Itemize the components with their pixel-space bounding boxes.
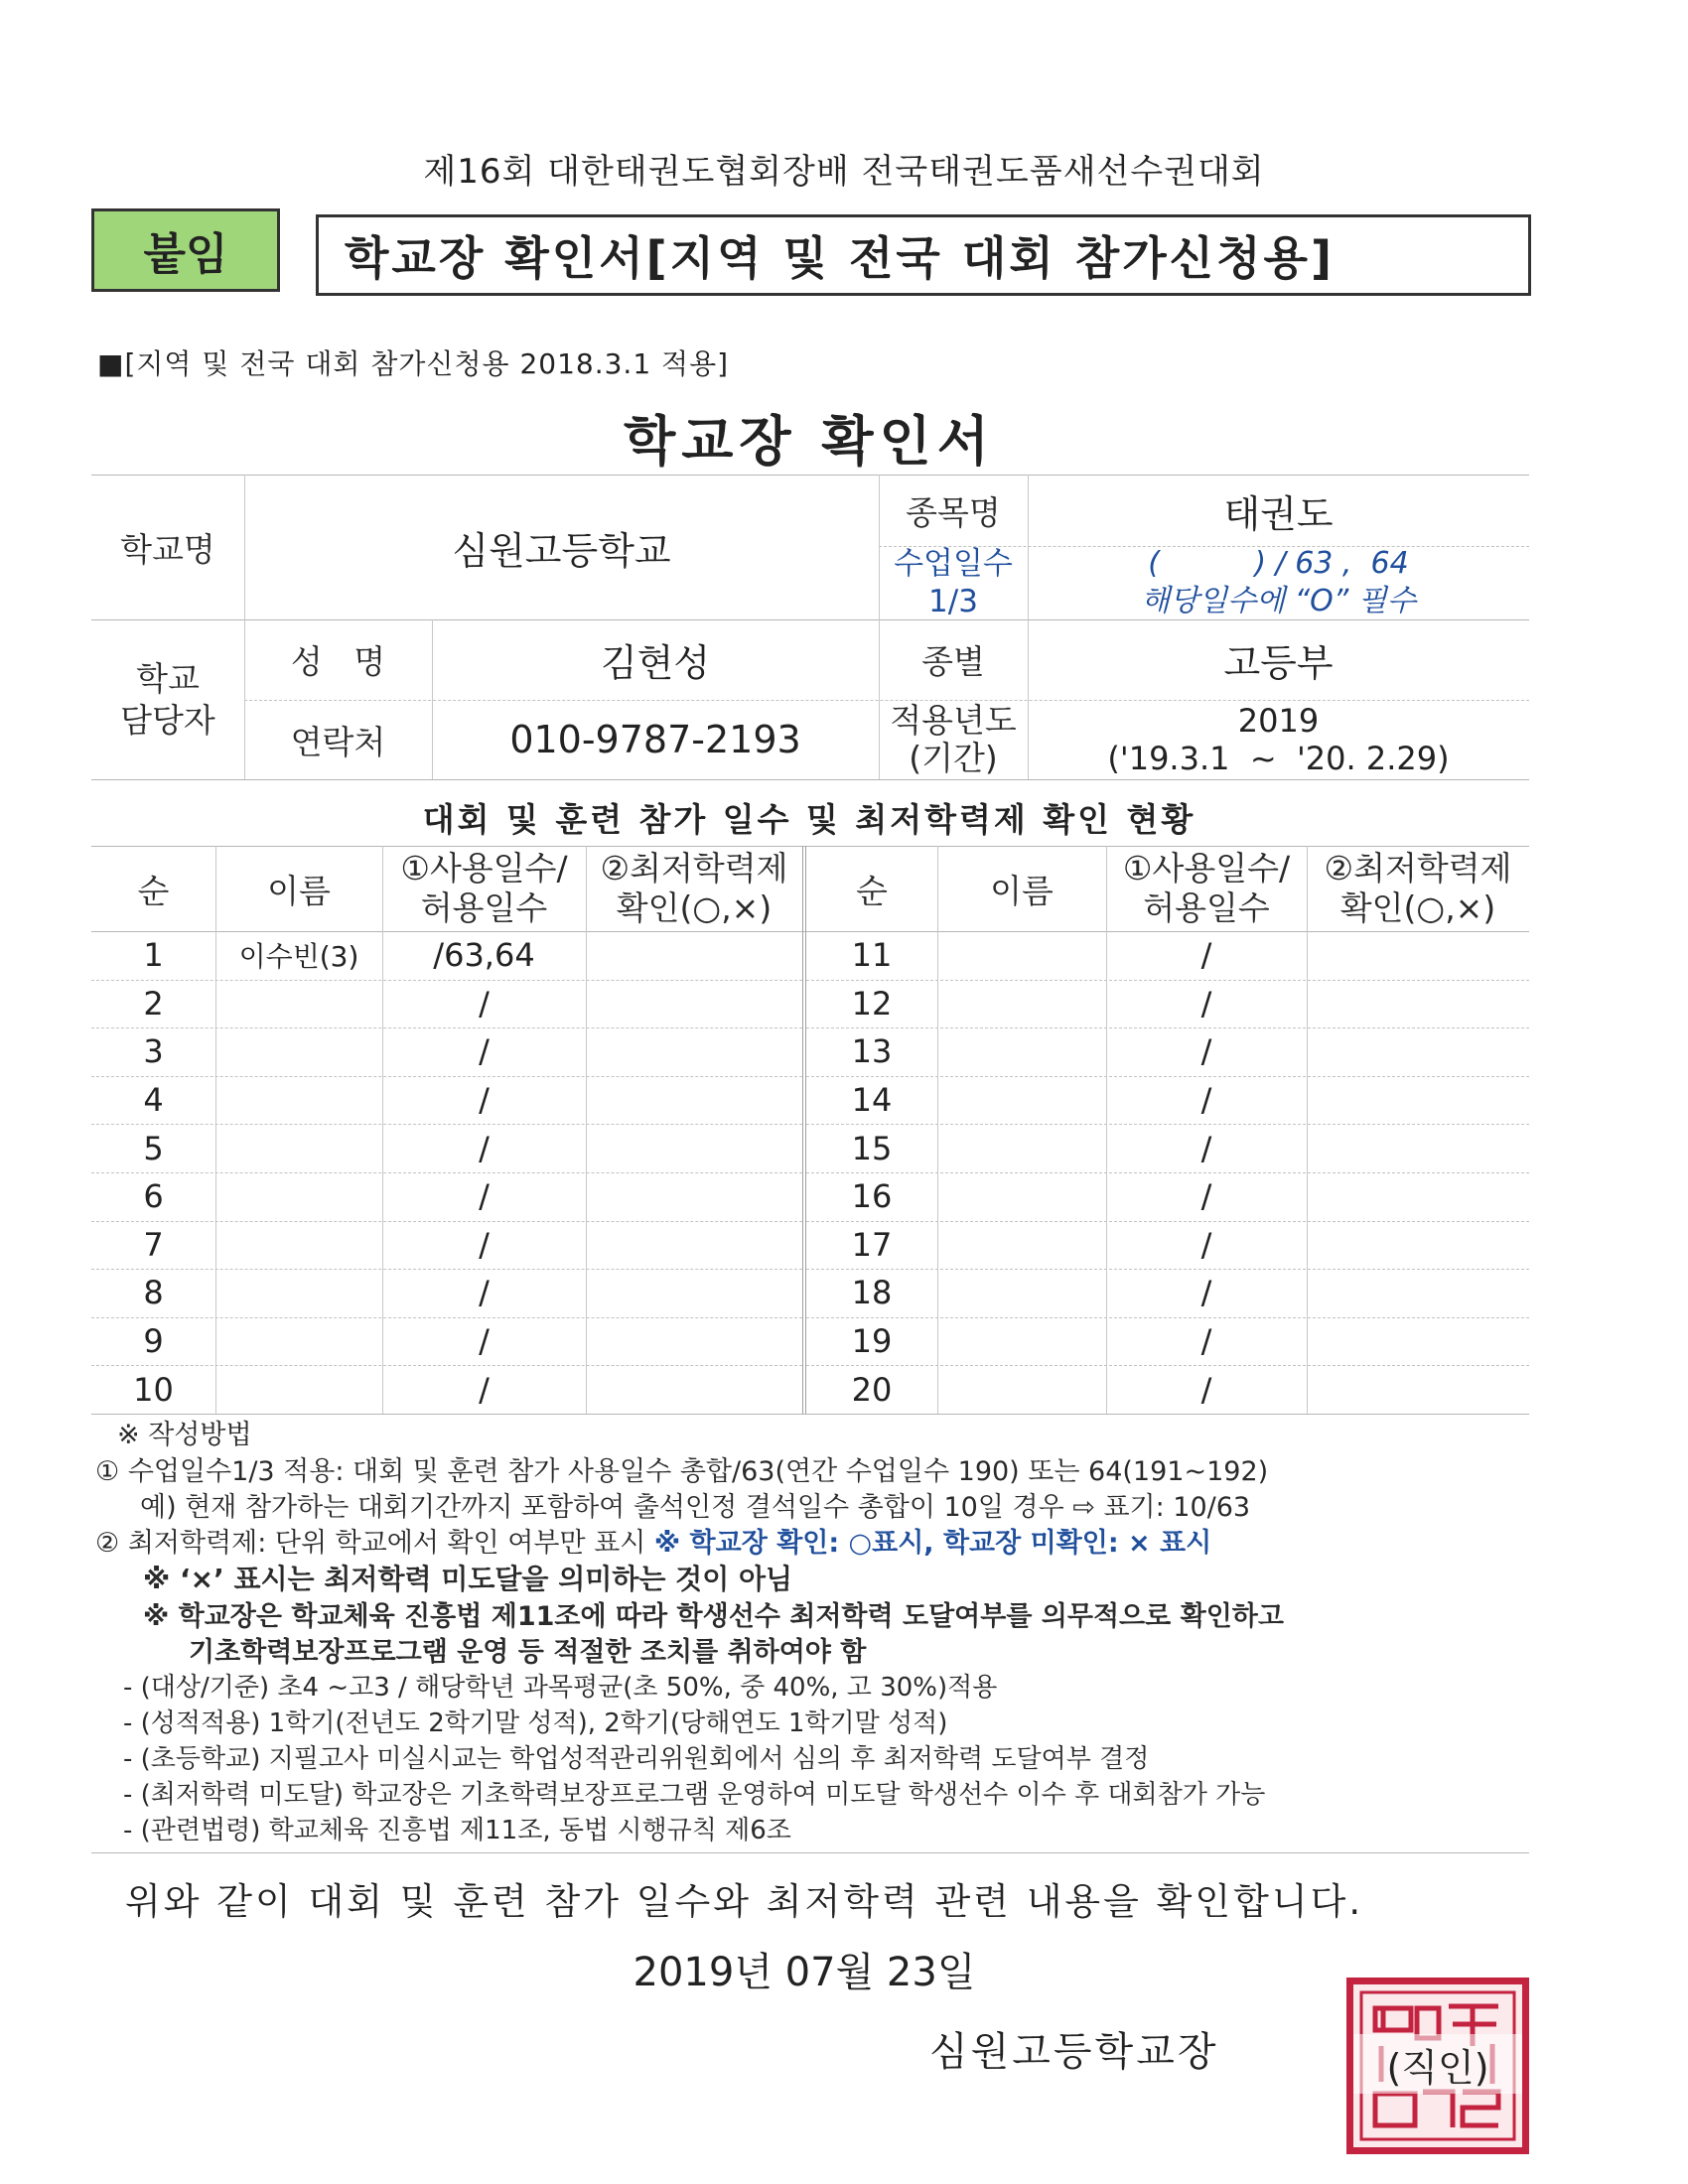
seq-header: 순 bbox=[137, 871, 170, 910]
row-seq: 19 bbox=[851, 1322, 893, 1361]
row-seq: 3 bbox=[143, 1032, 164, 1071]
row-days: / bbox=[479, 1177, 490, 1216]
row-name bbox=[937, 1365, 1106, 1414]
row-check bbox=[1307, 1221, 1529, 1270]
note-2-text: 최저학력제: 단위 학교에서 확인 여부만 표시 bbox=[127, 1528, 646, 1559]
year-label bbox=[879, 700, 1028, 779]
class-days-label-line1: 수업일수 bbox=[894, 546, 1013, 582]
event-title: 제16회 대한태권도협회장배 전국태권도품새선수권대회 bbox=[423, 152, 1265, 192]
year-label-line2: (기간) bbox=[909, 739, 998, 777]
row-check bbox=[1307, 980, 1529, 1028]
row-days: / bbox=[1200, 1225, 1212, 1264]
row-check bbox=[1307, 1076, 1529, 1125]
row-name bbox=[215, 1027, 382, 1076]
row-seq: 16 bbox=[851, 1177, 893, 1216]
row-check bbox=[586, 1027, 802, 1076]
detail-2: - (성적적용) 1학기(전년도 2학기말 성적), 2학기(당해연도 1학기말 성적) bbox=[123, 1708, 948, 1738]
row-name bbox=[937, 1317, 1106, 1366]
check-header-line2: 확인(○,×) bbox=[616, 888, 773, 927]
row-name bbox=[937, 1269, 1106, 1317]
row-seq: 17 bbox=[851, 1225, 893, 1264]
form-title-box bbox=[316, 214, 1531, 296]
name-header-right: 이름 bbox=[990, 871, 1054, 910]
row-days: / bbox=[1200, 984, 1212, 1023]
seal-label: (직인) bbox=[1353, 2034, 1522, 2094]
row-seq: 5 bbox=[143, 1129, 164, 1167]
row-days: / bbox=[479, 1225, 490, 1264]
note-4a: ※ 학교장은 학교체육 진흥법 제11조에 따라 학생선수 최저학력 도달여부를 의무적으로 확인하고 bbox=[143, 1601, 1284, 1632]
notes-heading: ※ 작성방법 bbox=[117, 1420, 252, 1450]
row-check bbox=[586, 1365, 802, 1414]
row-seq: 12 bbox=[851, 984, 893, 1023]
row-seq: 9 bbox=[143, 1322, 164, 1361]
row-name bbox=[937, 980, 1106, 1028]
division-value: 고등부 bbox=[1223, 641, 1334, 685]
row-name bbox=[937, 1221, 1106, 1270]
row-seq: 11 bbox=[851, 936, 893, 975]
year-value bbox=[1028, 700, 1529, 779]
days-header bbox=[382, 846, 586, 931]
row-check bbox=[1307, 1317, 1529, 1366]
row-days: / bbox=[1200, 936, 1212, 975]
name-label: 성 명 bbox=[290, 642, 386, 681]
school-name-label: 학교명 bbox=[120, 529, 215, 569]
detail-3: - (초등학교) 지필고사 미실시교는 학업성적관리위원회에서 심의 후 최저학력 도달여부 결정 bbox=[123, 1744, 1150, 1774]
manager-name: 김현성 bbox=[600, 641, 711, 685]
row-days: / bbox=[1200, 1322, 1212, 1361]
document-title: 학교장 확인서 bbox=[624, 410, 995, 473]
manager-label-line1: 학교 bbox=[136, 658, 200, 698]
row-check bbox=[1307, 931, 1529, 980]
check-header-right-line2: 확인(○,×) bbox=[1339, 888, 1496, 927]
row-name bbox=[215, 1124, 382, 1172]
manager-label bbox=[91, 619, 244, 779]
row-days: / bbox=[479, 1370, 490, 1409]
row-seq: 4 bbox=[143, 1081, 164, 1120]
row-seq: 14 bbox=[851, 1081, 893, 1120]
signer-name: 심원고등학교장 bbox=[929, 2029, 1219, 2075]
name-header: 이름 bbox=[267, 871, 331, 910]
row-name bbox=[215, 1365, 382, 1414]
row-name bbox=[937, 931, 1106, 980]
row-name bbox=[937, 1076, 1106, 1125]
row-days: / bbox=[479, 1081, 490, 1120]
year-value-year: 2019 bbox=[1237, 702, 1320, 740]
row-check bbox=[586, 1124, 802, 1172]
class-days-note: 해당일수에 “O” 필수 bbox=[1141, 584, 1416, 618]
row-check bbox=[586, 1269, 802, 1317]
class-days-ratio: ( ) / 63 , 64 bbox=[1148, 546, 1409, 581]
days-header-right bbox=[1106, 846, 1307, 931]
row-name bbox=[937, 1027, 1106, 1076]
note-4b: 기초학력보장프로그램 운영 등 적절한 조치를 취하여야 함 bbox=[189, 1637, 867, 1668]
row-check bbox=[586, 1317, 802, 1366]
row-seq: 1 bbox=[143, 936, 164, 975]
division-label: 종별 bbox=[921, 642, 985, 681]
row-check bbox=[586, 980, 802, 1028]
contact-value: 010-9787-2193 bbox=[509, 718, 801, 761]
school-name: 심원고등학교 bbox=[452, 528, 671, 573]
form-title: 학교장 확인서[지역 및 전국 대회 참가신청용] bbox=[345, 231, 1335, 285]
row-check bbox=[586, 1221, 802, 1270]
row-name: 이수빈(3) bbox=[238, 940, 359, 974]
seq-header-right: 순 bbox=[856, 871, 888, 910]
row-check bbox=[586, 931, 802, 980]
days-header-right-line2: 허용일수 bbox=[1143, 888, 1270, 927]
note-2 bbox=[95, 1521, 1211, 1560]
row-check bbox=[586, 1172, 802, 1221]
row-days: / bbox=[479, 984, 490, 1023]
check-header-line1: ②최저학력제 bbox=[600, 849, 788, 887]
confirmation-statement: 위와 같이 대회 및 훈련 참가 일수와 최저학력 관련 내용을 확인합니다. bbox=[125, 1880, 1364, 1923]
note-1-mark: ① bbox=[95, 1456, 120, 1487]
row-days: / bbox=[479, 1129, 490, 1167]
row-seq: 15 bbox=[851, 1129, 893, 1167]
row-seq: 18 bbox=[851, 1274, 893, 1312]
check-header-right-line1: ②최저학력제 bbox=[1324, 849, 1512, 887]
row-check bbox=[1307, 1365, 1529, 1414]
row-days: / bbox=[1200, 1177, 1212, 1216]
row-name bbox=[215, 980, 382, 1028]
row-name bbox=[937, 1124, 1106, 1172]
row-check bbox=[1307, 1027, 1529, 1076]
row-days: / bbox=[1200, 1370, 1212, 1409]
row-name bbox=[215, 1317, 382, 1366]
days-header-line2: 허용일수 bbox=[420, 888, 548, 927]
row-seq: 2 bbox=[143, 984, 164, 1023]
check-header-right bbox=[1307, 846, 1529, 931]
row-name bbox=[215, 1221, 382, 1270]
event-value: 태권도 bbox=[1223, 491, 1334, 536]
row-seq: 6 bbox=[143, 1177, 164, 1216]
row-days: / bbox=[479, 1274, 490, 1312]
row-check bbox=[1307, 1172, 1529, 1221]
contact-label: 연락처 bbox=[290, 722, 386, 761]
year-label-line1: 적용년도 bbox=[890, 701, 1017, 740]
row-days: /63,64 bbox=[433, 936, 535, 975]
status-title: 대회 및 훈련 참가 일수 및 최저학력제 확인 현황 bbox=[422, 800, 1196, 839]
class-days-label-line2: 1/3 bbox=[928, 584, 978, 619]
row-seq: 8 bbox=[143, 1274, 164, 1312]
row-seq: 20 bbox=[851, 1370, 893, 1409]
official-seal bbox=[1346, 1978, 1529, 2154]
attach-label: 붙임 bbox=[91, 208, 280, 292]
row-check bbox=[586, 1076, 802, 1125]
manager-label-line2: 담당자 bbox=[120, 700, 215, 740]
row-days: / bbox=[479, 1032, 490, 1071]
row-seq: 7 bbox=[143, 1225, 164, 1264]
row-days: / bbox=[1200, 1081, 1212, 1120]
row-seq: 13 bbox=[851, 1032, 893, 1071]
row-name bbox=[215, 1269, 382, 1317]
class-days-value bbox=[1028, 546, 1529, 619]
event-label: 종목명 bbox=[906, 492, 1001, 532]
row-seq: 10 bbox=[133, 1370, 174, 1409]
detail-1: - (대상/기준) 초4 ~고3 / 해당학년 과목평균(초 50%, 중 40%, 고 30%)적용 bbox=[123, 1673, 998, 1703]
confirmation-date: 2019년 07월 23일 bbox=[633, 1950, 976, 1995]
note-1-text: 수업일수1/3 적용: 대회 및 훈련 참가 사용일수 총합/63(연간 수업일수 190) 또는 64(191~192) bbox=[127, 1456, 1269, 1487]
row-check bbox=[1307, 1269, 1529, 1317]
days-header-right-line1: ①사용일수/ bbox=[1122, 849, 1291, 887]
days-header-line1: ①사용일수/ bbox=[400, 849, 568, 887]
row-days: / bbox=[479, 1322, 490, 1361]
row-check bbox=[1307, 1124, 1529, 1172]
row-days: / bbox=[1200, 1129, 1212, 1167]
form-note: ■[지역 및 전국 대회 참가신청용 2018.3.1 적용] bbox=[97, 347, 730, 380]
check-header bbox=[586, 846, 802, 931]
row-name bbox=[215, 1076, 382, 1125]
year-value-period: ('19.3.1 ~ '20. 2.29) bbox=[1107, 740, 1450, 777]
row-name bbox=[215, 1172, 382, 1221]
detail-4: - (최저학력 미도달) 학교장은 기초학력보장프로그램 운영하여 미도달 학생선수 이수 후 대회참가 가능 bbox=[123, 1780, 1266, 1810]
detail-5: - (관련법령) 학교체육 진흥법 제11조, 동법 시행규칙 제6조 bbox=[123, 1816, 791, 1845]
row-days: / bbox=[1200, 1274, 1212, 1312]
note-2-mark: ② bbox=[95, 1528, 120, 1559]
note-2-blue: ※ 학교장 확인: ○표시, 학교장 미확인: × 표시 bbox=[653, 1528, 1212, 1559]
row-name bbox=[937, 1172, 1106, 1221]
note-1 bbox=[95, 1449, 1268, 1488]
class-days-label bbox=[879, 546, 1028, 619]
note-1-example: 예) 현재 참가하는 대회기간까지 포함하여 출석인정 결석일수 총합이 10일 경우 ⇨ 표기: 10/63 bbox=[140, 1492, 1251, 1523]
note-3: ※ ‘×’ 표시는 최저학력 미도달을 의미하는 것이 아님 bbox=[143, 1563, 793, 1595]
row-days: / bbox=[1200, 1032, 1212, 1071]
